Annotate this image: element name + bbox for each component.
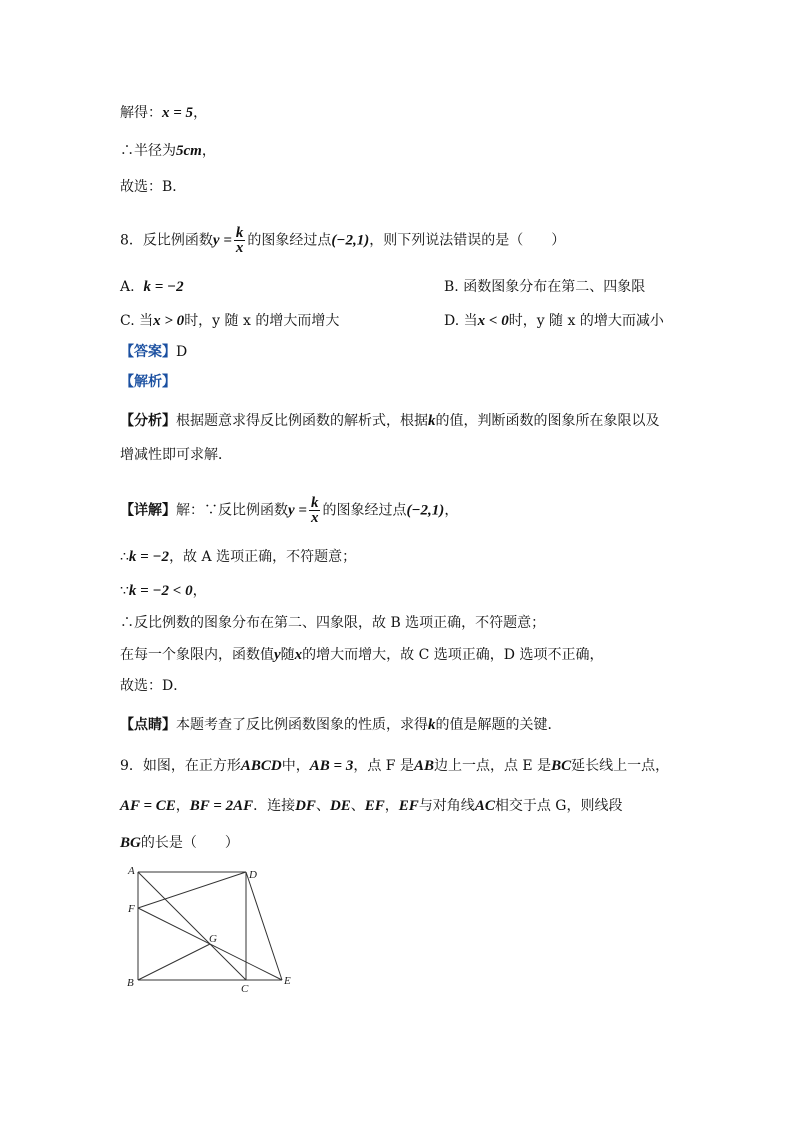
analysis-tag: 【解析】 [120,374,176,390]
question-8: 8．反比例函数y = $\frac{k}{x}$ 的图象经过点(−2,1)，则下列说法错误的是（ ） [120,225,566,256]
label-E: E [284,975,291,987]
option-d: D. 当x < 0时，y 随 x 的增大而减小 [444,313,664,329]
step-5: 故选：D． [120,678,188,694]
fenxi-line-2: 增减性即可求解． [120,447,232,463]
step-1: ∴k = −2，故 A 选项正确，不符题意； [120,549,357,565]
step-4: 在每一个象限内，函数值y随x的增大而增大，故 C 选项正确，D 选项不正确， [120,647,604,663]
option-c: C. 当x > 0时，y 随 x 的增大而增大 [120,313,340,329]
math-5cm: 5cm [176,143,202,159]
segment-DE [246,872,282,980]
fenxi-line-1: 【分析】根据题意求得反比例函数的解析式，根据k的值，判断函数的图象所在象限以及 [120,413,660,429]
segment-FD [138,872,246,908]
solution-line-3: 故选：B． [120,179,187,195]
dianjing-line: 【点睛】本题考查了反比例函数图象的性质，求得k的值是解题的关键． [120,717,562,733]
fraction-k-over-x: $\frac{k}{x}$ [235,225,244,256]
question-9-line-3: BG的长是（ ） [120,835,239,851]
fraction-k-over-x-2: $\frac{k}{x}$ [310,495,319,526]
answer-line: 【答案】D [120,344,188,360]
option-b: B. 函数图象分布在第二、四象限 [444,279,646,295]
answer-tag: 【答案】 [120,344,176,360]
label-G: G [209,933,217,945]
solution-line-2: ∴半径为5cm， [120,143,216,159]
label-B: B [127,977,134,989]
math-x-lt-0: x < 0 [477,313,509,329]
label-F: F [128,903,135,915]
question-9-line-1: 9．如图，在正方形ABCD中，AB = 3，点 F 是AB边上一点，点 E 是BC延长线上一点， [120,758,670,774]
math-fn: y = [212,232,232,249]
diagonal-AC [138,872,246,980]
option-a: A. k = −2 [120,279,184,295]
math-k-equals-neg2: k = −2 [143,279,184,295]
step-2: ∵k = −2 < 0， [120,583,207,599]
math-x-gt-0: x > 0 [153,313,185,329]
xiangjie-line: 【详解】解：∵反比例函数y = $\frac{k}{x}$ 的图象经过点(−2,1)， [120,495,459,526]
label-D: D [249,869,257,881]
square-geometry-figure [122,862,312,992]
step-3: ∴反比例数的图象分布在第二、四象限，故 B 选项正确，不符题意； [120,615,546,631]
question-9-line-2: AF = CE，BF = 2AF．连接DF、DE、EF，EF与对角线AC相交于点 G，则线段 [120,798,623,814]
label-A: A [128,865,135,877]
solution-line-1: 解得：x = 5， [120,105,208,121]
analysis-header [120,373,176,391]
math-x-equals-5: x = 5 [162,105,194,121]
label-C: C [241,983,249,992]
segment-BG [138,944,210,980]
math-point: (−2,1) [331,232,370,249]
